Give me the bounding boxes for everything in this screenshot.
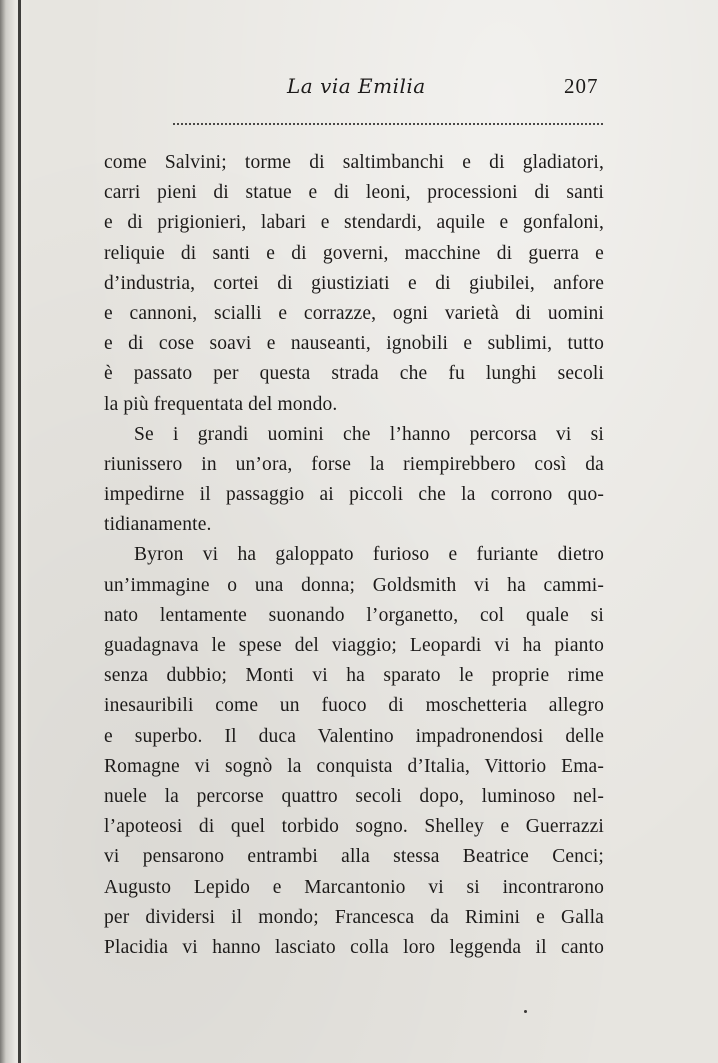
text-line: per dividersi il mondo; Francesca da Rimini e Galla	[104, 906, 604, 928]
running-head	[0, 74, 718, 104]
body-text	[104, 148, 604, 963]
running-head-title: La via Emilia	[287, 74, 426, 98]
text-line: riunissero in un’ora, forse la riempirebbero così da	[104, 453, 604, 475]
page-number: 207	[564, 74, 599, 98]
text-line: nuele la percorse quattro secoli dopo, luminoso nel-	[104, 785, 604, 807]
text-line: e di prigionieri, labari e stendardi, aquile e gonfaloni,	[104, 212, 604, 234]
text-line: d’industria, cortei di giustiziati e di giubilei, anfore	[104, 272, 604, 294]
text-line: Byron vi ha galoppato furioso e furiante dietro	[134, 544, 604, 566]
text-line: Placidia vi hanno lasciato colla loro leggenda il canto	[104, 936, 604, 958]
text-line: reliquie di santi e di governi, macchine di guerra e	[104, 242, 604, 264]
text-line: impedirne il passaggio ai piccoli che la corrono quo-	[104, 484, 604, 506]
text-line: e cannoni, scialli e corrazze, ogni varietà di uomini	[104, 302, 604, 324]
text-line: tidianamente.	[104, 514, 212, 536]
text-line: guadagnava le spese del viaggio; Leopardi vi ha pianto	[104, 635, 604, 656]
text-line: e di cose soavi e nauseanti, ignobili e sublimi, tutto	[104, 333, 604, 355]
page-binding-shadow	[0, 0, 30, 1063]
text-line: Augusto Lepido e Marcantonio vi si incontrarono	[104, 876, 604, 898]
text-line: Se i grandi uomini che l’hanno percorsa vi si	[134, 423, 604, 445]
text-line: la più frequentata del mondo.	[104, 393, 338, 415]
text-line: un’immagine o una donna; Goldsmith vi ha cammi-	[104, 574, 604, 596]
text-line: nato lentamente suonando l’organetto, col quale si	[104, 604, 604, 626]
text-line: senza dubbio; Monti vi ha sparato le proprie rime	[104, 665, 604, 687]
text-line: e superbo. Il duca Valentino impadronendosi delle	[104, 725, 604, 747]
text-line: carri pieni di statue e di leoni, processioni di santi	[104, 182, 604, 204]
print-speck	[524, 1010, 527, 1013]
text-line: vi pensarono entrambi alla stessa Beatrice Cenci;	[104, 846, 604, 868]
header-dotted-rule	[173, 123, 603, 125]
text-line: l’apoteosi di quel torbido sogno. Shelley e Guerrazzi	[104, 816, 604, 838]
text-line: è passato per questa strada che fu lunghi secoli	[104, 363, 604, 385]
text-line: Romagne vi sognò la conquista d’Italia, Vittorio Ema-	[104, 755, 604, 777]
text-line: come Salvini; torme di saltimbanchi e di gladiatori,	[104, 152, 604, 173]
text-line: inesauribili come un fuoco di moschetteria allegro	[104, 695, 604, 717]
binding-edge-line	[18, 0, 21, 1063]
